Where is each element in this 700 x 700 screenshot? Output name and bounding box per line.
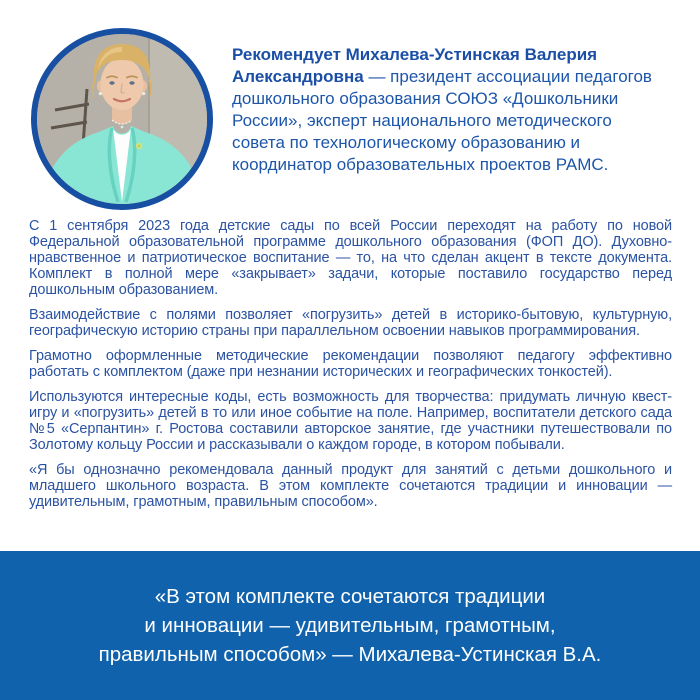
review-paragraph: Используются интересные коды, есть возможность для творчества: придумать личную квест-игру и «погрузить» детей в то или иное событие на поле. Например, воспитатели детского сада №5 «Серпантин» г. Ростова составили авторское занятие, где участники путешествовали по Золотому кольцу России и рассказывали о каждом городе, в котором побывали. <box>29 389 672 453</box>
portrait-photo <box>31 28 213 210</box>
recommendation-header <box>232 44 668 176</box>
woman-portrait-icon <box>37 34 207 204</box>
recommender-description: — президент ассоциации педагогов дошкольного образования СОЮЗ «Дошкольники России», эксперт национального методического совета по технологическому образованию и координатор образовательных проектов РАМС. <box>232 67 652 174</box>
review-paragraph: Грамотно оформленные методические рекомендации позволяют педагогу эффективно работать с комплектом (даже при незнании исторических и географических тонкостей). <box>29 348 672 380</box>
review-paragraph: Взаимодействие с полями позволяет «погрузить» детей в историко-бытовую, культурную, географическую историю страны при параллельном освоении навыков программирования. <box>29 307 672 339</box>
review-text <box>29 218 672 519</box>
recommender-name: Рекомендует Михалева-Устинская Валерия Александровна <box>232 45 598 86</box>
quote-line: правильным способом» — Михалева-Устинская В.А. <box>98 643 602 666</box>
review-paragraph: «Я бы однозначно рекомендовала данный продукт для занятий с детьми дошкольного и младшего школьного возраста. В этом комплекте сочетаются традиции и инновации — удивительным, грамотным, правильным способом». <box>29 462 672 510</box>
quote-line: «В этом комплекте сочетаются традиции <box>154 585 546 608</box>
review-paragraph: С 1 сентября 2023 года детские сады по всей России переходят на работу по новой Федеральной образовательной программе дошкольного образования (ФОП ДО). Духовно-нравственное и патриотическое воспитание — то, на что сделан акцент в тексте документа. Комплект в полной мере «закрывает» задачи, которые поставило государство перед дошкольным образованием. <box>29 218 672 298</box>
quote-banner <box>0 551 700 700</box>
quote-line: и инновации — удивительным, грамотным, <box>144 614 556 637</box>
